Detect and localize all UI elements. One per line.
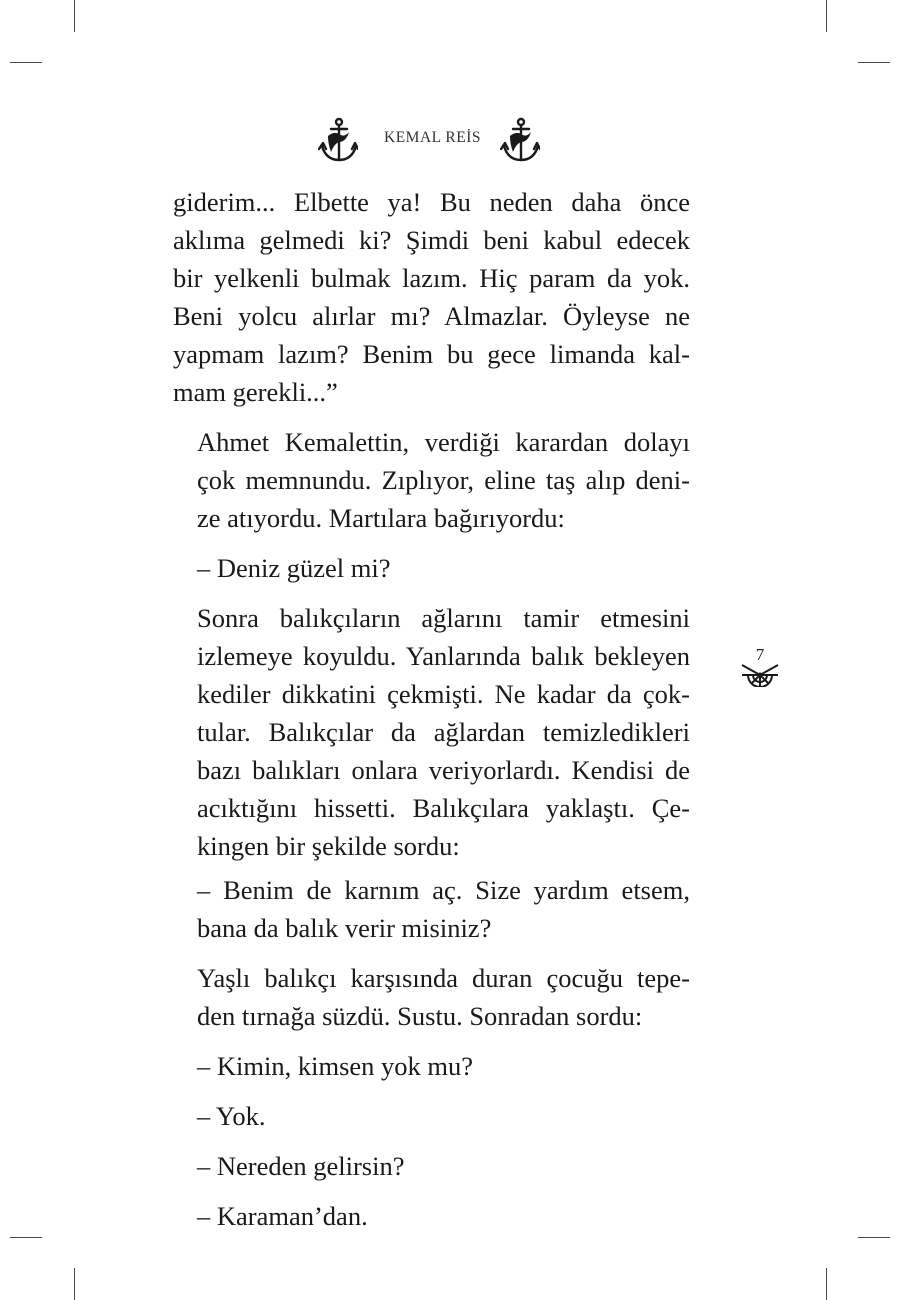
text-line: acıktığını hissetti. Balıkçılara yaklaştı. Çe-	[197, 793, 690, 823]
crop-mark-top-left	[74, 0, 75, 32]
text-line: çok memnundu. Zıplıyor, eline taş alıp deni-	[197, 465, 690, 495]
text-line: Sonra balıkçıların ağlarını tamir etmesini	[197, 603, 690, 633]
text-line: – Benim de karnım aç. Size yardım etsem,	[197, 875, 690, 905]
crop-mark-left-top	[10, 62, 42, 63]
text-line: izlemeye koyuldu. Yanlarında balık bekleyen	[197, 641, 690, 671]
text-line: – Karaman’dan.	[197, 1201, 368, 1231]
dialogue-line	[173, 1147, 690, 1185]
crop-mark-right-top	[858, 62, 890, 63]
page-number: 7	[755, 645, 765, 664]
text-line: ze atıyordu. Martılara bağırıyordu:	[197, 503, 565, 533]
paragraph	[173, 599, 690, 865]
anchor-icon	[500, 116, 540, 166]
page-number-ornament	[736, 645, 784, 693]
dialogue-line	[173, 1047, 690, 1085]
dialogue-line	[173, 549, 690, 587]
anchor-icon	[318, 116, 358, 166]
text-line: mam gerekli...”	[173, 377, 338, 407]
text-line: den tırnağa süzdü. Sustu. Sonradan sordu:	[197, 1001, 643, 1031]
text-line: bir yelkenli bulmak lazım. Hiç param da yok.	[173, 263, 690, 293]
text-line: tular. Balıkçılar da ağlardan temizledikleri	[197, 717, 690, 747]
text-line: Beni yolcu alırlar mı? Almazlar. Öyleyse ne	[173, 301, 690, 331]
dialogue-line	[173, 871, 690, 947]
crop-mark-right-bottom	[858, 1237, 890, 1238]
text-line: giderim... Elbette ya! Bu neden daha önce	[173, 187, 690, 217]
text-line: aklıma gelmedi ki? Şimdi beni kabul edecek	[173, 225, 690, 255]
body-text	[173, 183, 690, 1235]
text-line: – Yok.	[197, 1101, 266, 1131]
text-line: – Nereden gelirsin?	[197, 1151, 405, 1181]
text-line: bana da balık verir misiniz?	[197, 913, 492, 943]
text-line: Yaşlı balıkçı karşısında duran çocuğu tepe-	[197, 963, 690, 993]
text-line: – Deniz güzel mi?	[197, 553, 391, 583]
crop-mark-bottom-left	[74, 1268, 75, 1300]
ship-wheel-icon	[740, 661, 780, 687]
paragraph	[173, 183, 690, 411]
dialogue-line	[173, 1197, 690, 1235]
crop-mark-top-right	[826, 0, 827, 32]
running-title: KEMAL REİS	[384, 129, 481, 146]
paragraph	[173, 959, 690, 1035]
running-header	[0, 112, 900, 172]
text-line: – Kimin, kimsen yok mu?	[197, 1051, 474, 1081]
paragraph	[173, 423, 690, 537]
text-line: kingen bir şekilde sordu:	[197, 831, 460, 861]
text-line: yapmam lazım? Benim bu gece limanda kal-	[173, 339, 690, 369]
dialogue-line	[173, 1097, 690, 1135]
text-line: kediler dikkatini çekmişti. Ne kadar da çok-	[197, 679, 690, 709]
text-line: bazı balıkları onlara veriyorlardı. Kendisi de	[197, 755, 690, 785]
crop-mark-bottom-right	[826, 1268, 827, 1300]
crop-mark-left-bottom	[10, 1237, 42, 1238]
text-line: Ahmet Kemalettin, verdiği karardan dolayı	[197, 427, 690, 457]
